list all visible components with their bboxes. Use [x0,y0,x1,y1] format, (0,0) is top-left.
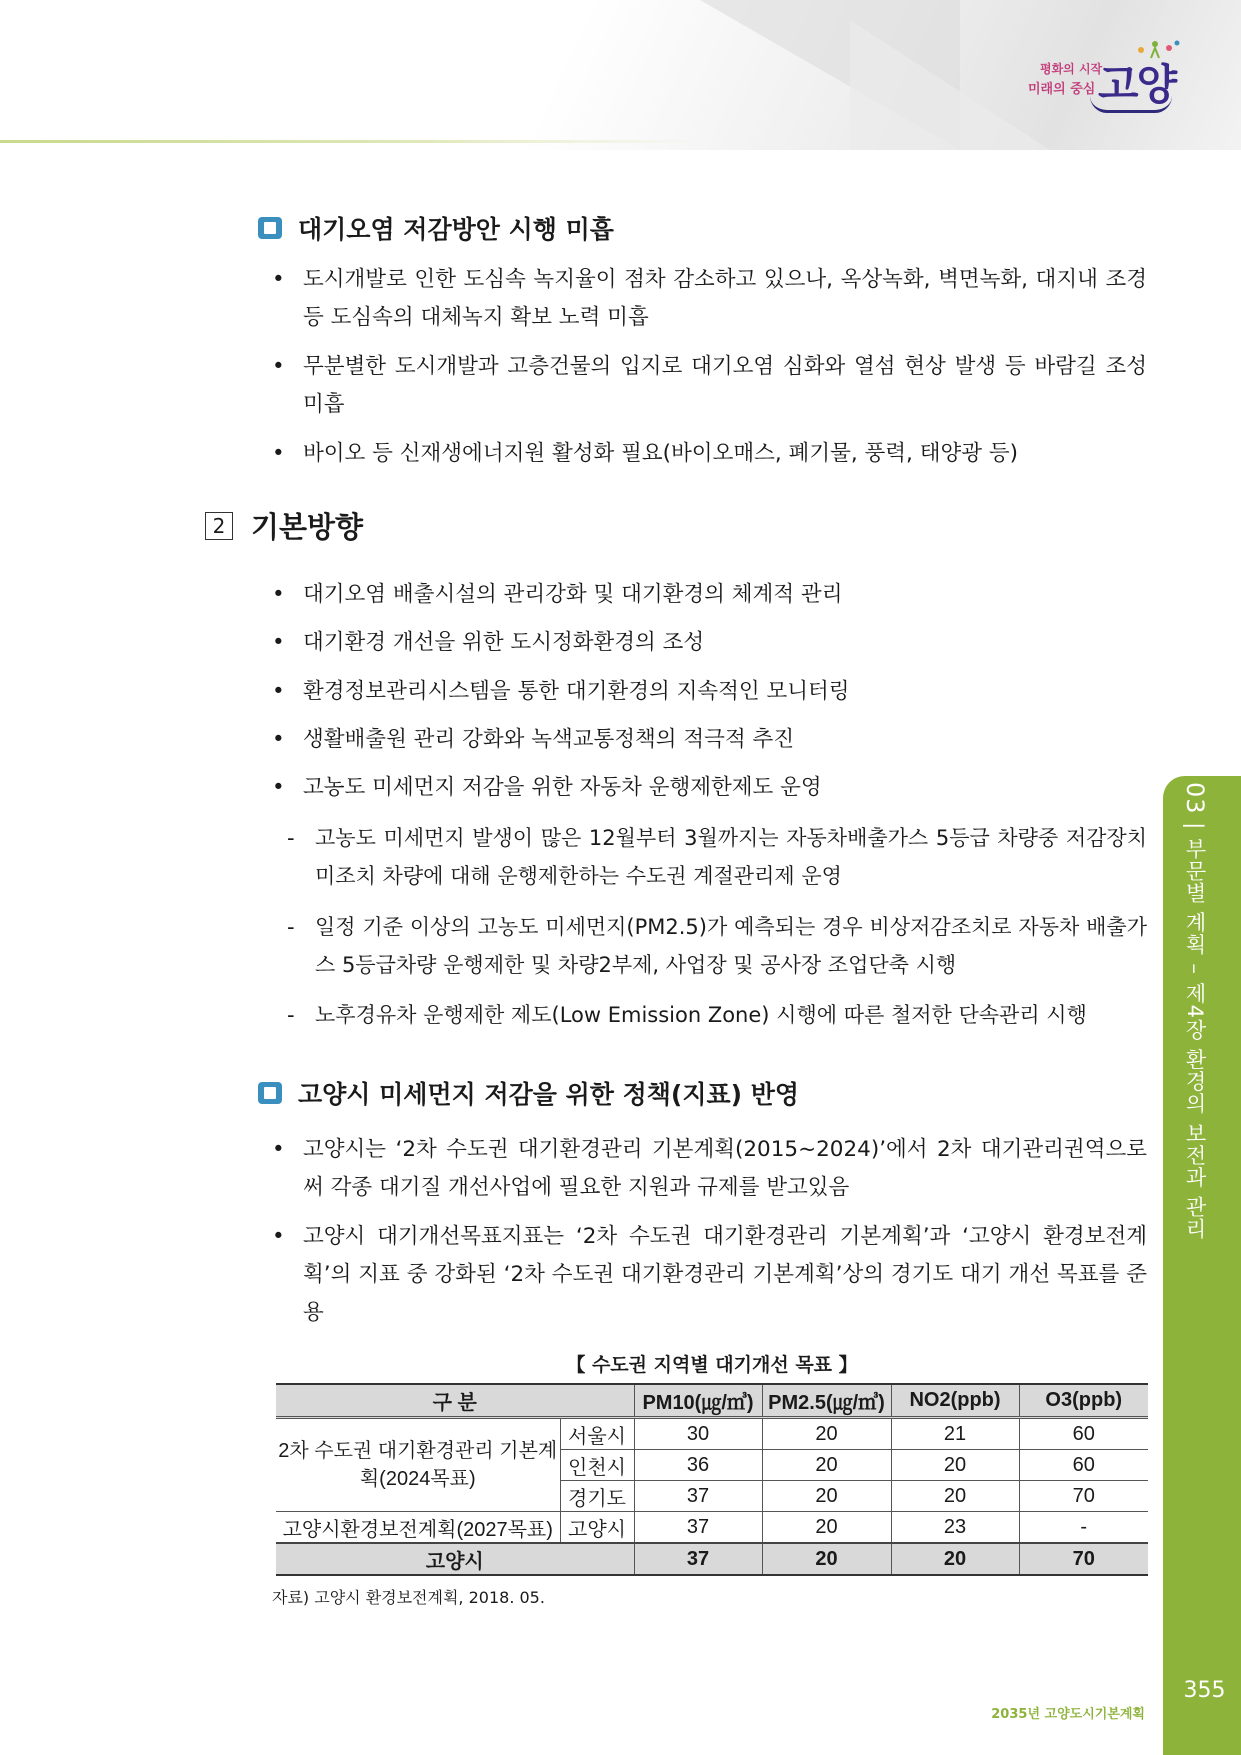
list-item [272,348,1147,424]
dash-marker: - [287,1003,295,1027]
table-cell: 20 [891,1543,1019,1575]
chapter-side-label [1168,782,1210,1240]
list-item [272,261,1147,337]
table-cell: 37 [634,1481,762,1512]
table-cell-region: 경기도 [560,1481,634,1512]
logo-slogan-2: 미래의 중심 [1028,82,1096,97]
table-cell: 37 [634,1512,762,1544]
bullet-dot-icon: • [272,727,285,752]
bullet-dot-icon: • [272,1137,285,1162]
list-item-text: 생활배출원 관리 강화와 녹색교통정책의 적극적 추진 [303,727,795,752]
table-cell: 37 [634,1543,762,1575]
logo-arc [1090,96,1172,113]
table-cell: 30 [634,1418,762,1450]
chapter-separator: – [1183,963,1207,975]
table-cell: 20 [891,1481,1019,1512]
chapter-part: 부문별 계획 [1183,838,1207,956]
table-cell-region: 인천시 [560,1450,634,1481]
bullet-dot-icon: • [272,267,285,292]
table-group-label: 고양시환경보전계획(2027목표) [276,1512,560,1544]
chapter-divider: | [1183,822,1207,838]
table-group-label: 2차 수도권 대기환경관리 기본계획(2024목표) [276,1418,560,1512]
table-source: 자료) 고양시 환경보전계획, 2018. 05. [272,1588,545,1607]
list-item-text: 바이오 등 신재생에너지원 활성화 필요(바이오매스, 폐기물, 풍력, 태양광 등) [303,441,1019,466]
section-heading-text: 기본방향 [251,510,364,544]
table-header-cell: NO2(ppb) [891,1384,1019,1418]
list-item-text: 무분별한 도시개발과 고층건물의 입지로 대기오염 심화와 열섬 현상 발생 등 바람길 조성 미흡 [303,354,1147,417]
list-item-text: 고양시는 ‘2차 수도권 대기환경관리 기본계획(2015~2024)’에서 2차 대기관리권역으로써 각종 대기질 개선사업에 필요한 지원과 규제를 받고있음 [303,1137,1147,1200]
table-total-row [276,1543,1148,1575]
bullet-dot-icon: • [272,441,285,466]
table-cell: 36 [634,1450,762,1481]
table-cell-region: 고양시 [560,1512,634,1544]
page-number: 355 [1183,1678,1226,1703]
chapter-section: 제4장 환경의 보전과 관리 [1183,982,1207,1240]
bullet-dot-icon: • [272,775,285,800]
logo-name: 고양 [1098,60,1176,109]
bullet-dot-icon: • [272,1224,285,1249]
section-number: 2 [205,512,233,540]
list-item-text: 도시개발로 인한 도심속 녹지율이 점차 감소하고 있으나, 옥상녹화, 벽면녹화, 대지내 조경 등 도심속의 대체녹지 확보 노력 미흡 [303,267,1147,330]
dash-marker: - [287,915,295,939]
goyang-logo [1028,38,1178,118]
dash-marker: - [287,826,295,850]
logo-slogan-1: 평화의 시작 [1040,62,1103,76]
table-header-cell: PM2.5(㎍/㎥) [762,1384,891,1418]
table-total-label: 고양시 [276,1543,634,1575]
section-heading-text: 대기오염 저감방안 시행 미흡 [298,215,614,244]
table-cell: 20 [762,1543,891,1575]
list-item-text: 환경정보관리시스템을 통한 대기환경의 지속적인 모니터링 [303,679,850,704]
table-cell: 20 [762,1481,891,1512]
section-heading-air-pollution [258,210,614,246]
list-item [272,1131,1147,1207]
air-quality-target-table [276,1383,1148,1576]
bullet-dot-icon: • [272,679,285,704]
table-cell: 70 [1019,1481,1148,1512]
table-cell: 60 [1019,1450,1148,1481]
table-cell: 21 [891,1418,1019,1450]
chapter-number: 03 [1181,782,1209,815]
table-cell: 20 [762,1512,891,1544]
list-item-text: 대기환경 개선을 위한 도시정화환경의 조성 [303,630,705,655]
list-item-text: 고양시 대기개선목표지표는 ‘2차 수도권 대기환경관리 기본계획’과 ‘고양시 환경보전계획’의 지표 중 강화된 ‘2차 수도권 대기환경관리 기본계획’상의 경기도 대기 개선 목표를 준용 [303,1224,1147,1325]
section-heading-basic-direction [205,505,363,546]
bullet-dot-icon: • [272,630,285,655]
table-cell: 20 [891,1450,1019,1481]
table-row [276,1418,1148,1450]
footer-title: 2035년 고양도시기본계획 [991,1707,1145,1722]
table-cell-region: 서울시 [560,1418,634,1450]
table-cell: 60 [1019,1418,1148,1450]
sub-list-item-text: 일정 기준 이상의 고농도 미세먼지(PM2.5)가 예측되는 경우 비상저감조치로 자동차 배출가스 5등급차량 운행제한 및 차량2부제, 사업장 및 공사장 조업단축 시행 [315,915,1147,977]
list-item [272,435,1147,473]
section-heading-fine-dust-policy [258,1075,799,1111]
bullet-dot-icon: • [272,582,285,607]
list-item [272,1218,1147,1332]
bullet-dot-icon: • [272,354,285,379]
header-decoration [850,20,1050,150]
table-header-row [276,1384,1148,1418]
table-header-cell: PM10(㎍/㎥) [634,1384,762,1418]
square-bullet-icon [258,1082,282,1104]
table-cell: 20 [762,1418,891,1450]
table-row [276,1512,1148,1544]
table-caption: 【 수도권 지역별 대기개선 목표 】 [566,1354,858,1376]
section-heading-text: 고양시 미세먼지 저감을 위한 정책(지표) 반영 [298,1080,800,1109]
table-header-cell: O3(ppb) [1019,1384,1148,1418]
table-cell: 23 [891,1512,1019,1544]
sub-list-item-text: 노후경유차 운행제한 제도(Low Emission Zone) 시행에 따른 철저한 단속관리 시행 [315,1003,1087,1027]
sub-list-item-text: 고농도 미세먼지 발생이 많은 12월부터 3월까지는 자동차배출가스 5등급 차량중 저감장치 미조치 차량에 대해 운행제한하는 수도권 계절관리제 운영 [315,826,1147,888]
square-bullet-icon [258,217,282,239]
table-cell: 20 [762,1450,891,1481]
header-rule [0,140,700,143]
list-item-text: 대기오염 배출시설의 관리강화 및 대기환경의 체계적 관리 [303,582,843,607]
list-item-text: 고농도 미세먼지 저감을 위한 자동차 운행제한제도 운영 [303,775,822,800]
table-header-cell: 구 분 [276,1384,634,1418]
table-cell: 70 [1019,1543,1148,1575]
table-cell: - [1019,1512,1148,1544]
